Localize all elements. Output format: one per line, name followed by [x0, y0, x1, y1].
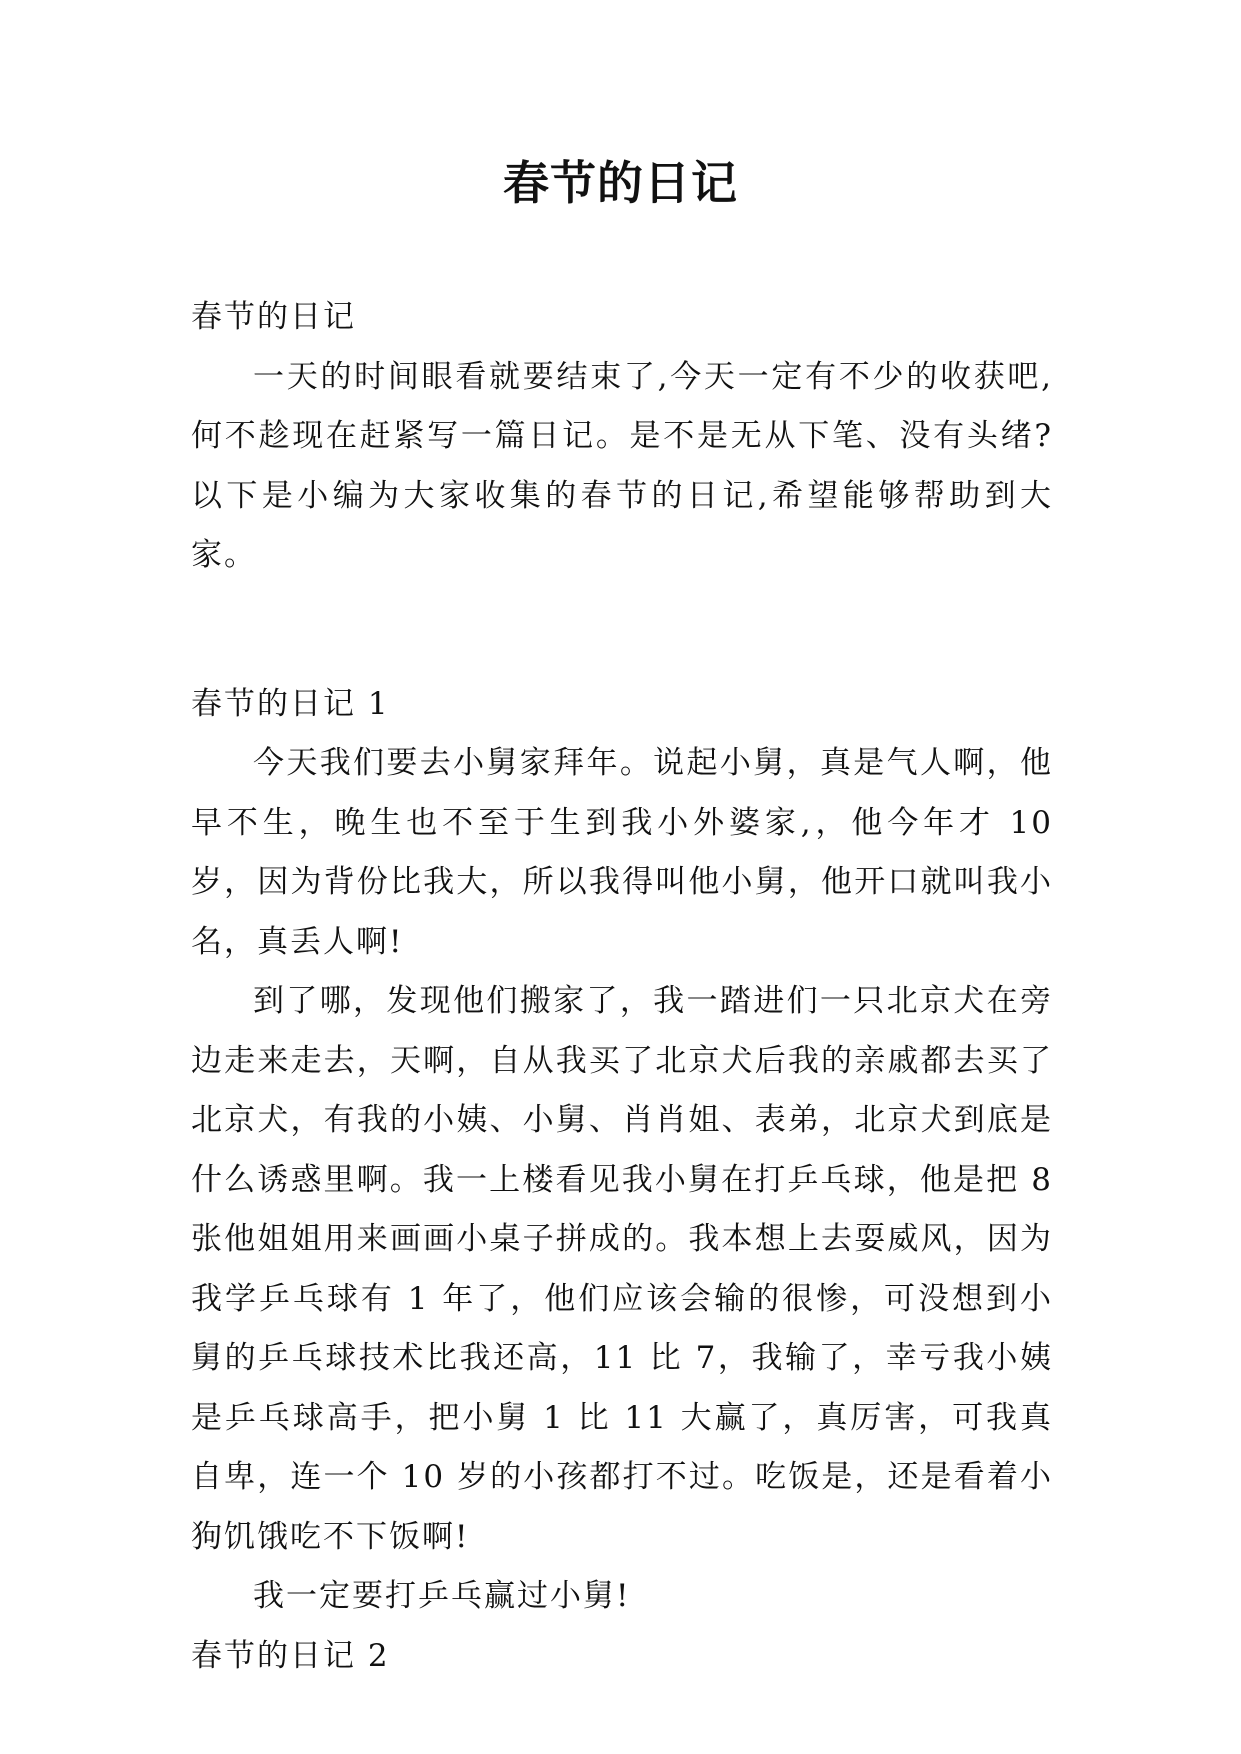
document-title: 春节的日记 [503, 156, 738, 210]
intro-heading: 春节的日记 [191, 299, 356, 335]
intro-paragraph: 一天的时间眼看就要结束了,今天一定有不少的收获吧,何不趁现在赶紧写一篇日记。是不是无从下笔、没有头绪?以下是小编为大家收集的春节的日记,希望能够帮助到大家。 [191, 358, 1053, 573]
diary1-heading: 春节的日记 1 [191, 685, 390, 722]
diary1-paragraph: 今天我们要去小舅家拜年。说起小舅，真是气人啊，他早不生，晚生也不至于生到我小外婆家,，他今年才 10 岁，因为背份比我大，所以我得叫他小舅，他开口就叫我小名，真丢人啊! [191, 745, 1053, 960]
document-body [191, 288, 1053, 1686]
section-spacer [191, 586, 1053, 675]
diary1-paragraph: 我一定要打乒乓赢过小舅! [253, 1578, 631, 1614]
diary1-paragraph: 到了哪，发现他们搬家了，我一踏进们一只北京犬在旁边走来走去，天啊，自从我买了北京犬后我的亲戚都去买了北京犬，有我的小姨、小舅、肖肖姐、表弟，北京犬到底是什么诱惑里啊。我一上楼看见我小舅在打乒乓球，他是把 8 张他姐姐用来画画小桌子拼成的。我本想上去耍威风，因为我学乒乓球有 1 年了，他们应该会输的很惨，可没想到小舅的乒乓球技术比我还高，11 比 7，我输了，幸亏我小姨是乒乓球高手，把小舅 1 比 11 大赢了，真厉害，可我真自卑，连一个 10 岁的小孩都打不过。吃饭是，还是看着小狗饥饿吃不下饭啊! [191, 983, 1053, 1555]
diary2-heading: 春节的日记 2 [191, 1637, 390, 1674]
